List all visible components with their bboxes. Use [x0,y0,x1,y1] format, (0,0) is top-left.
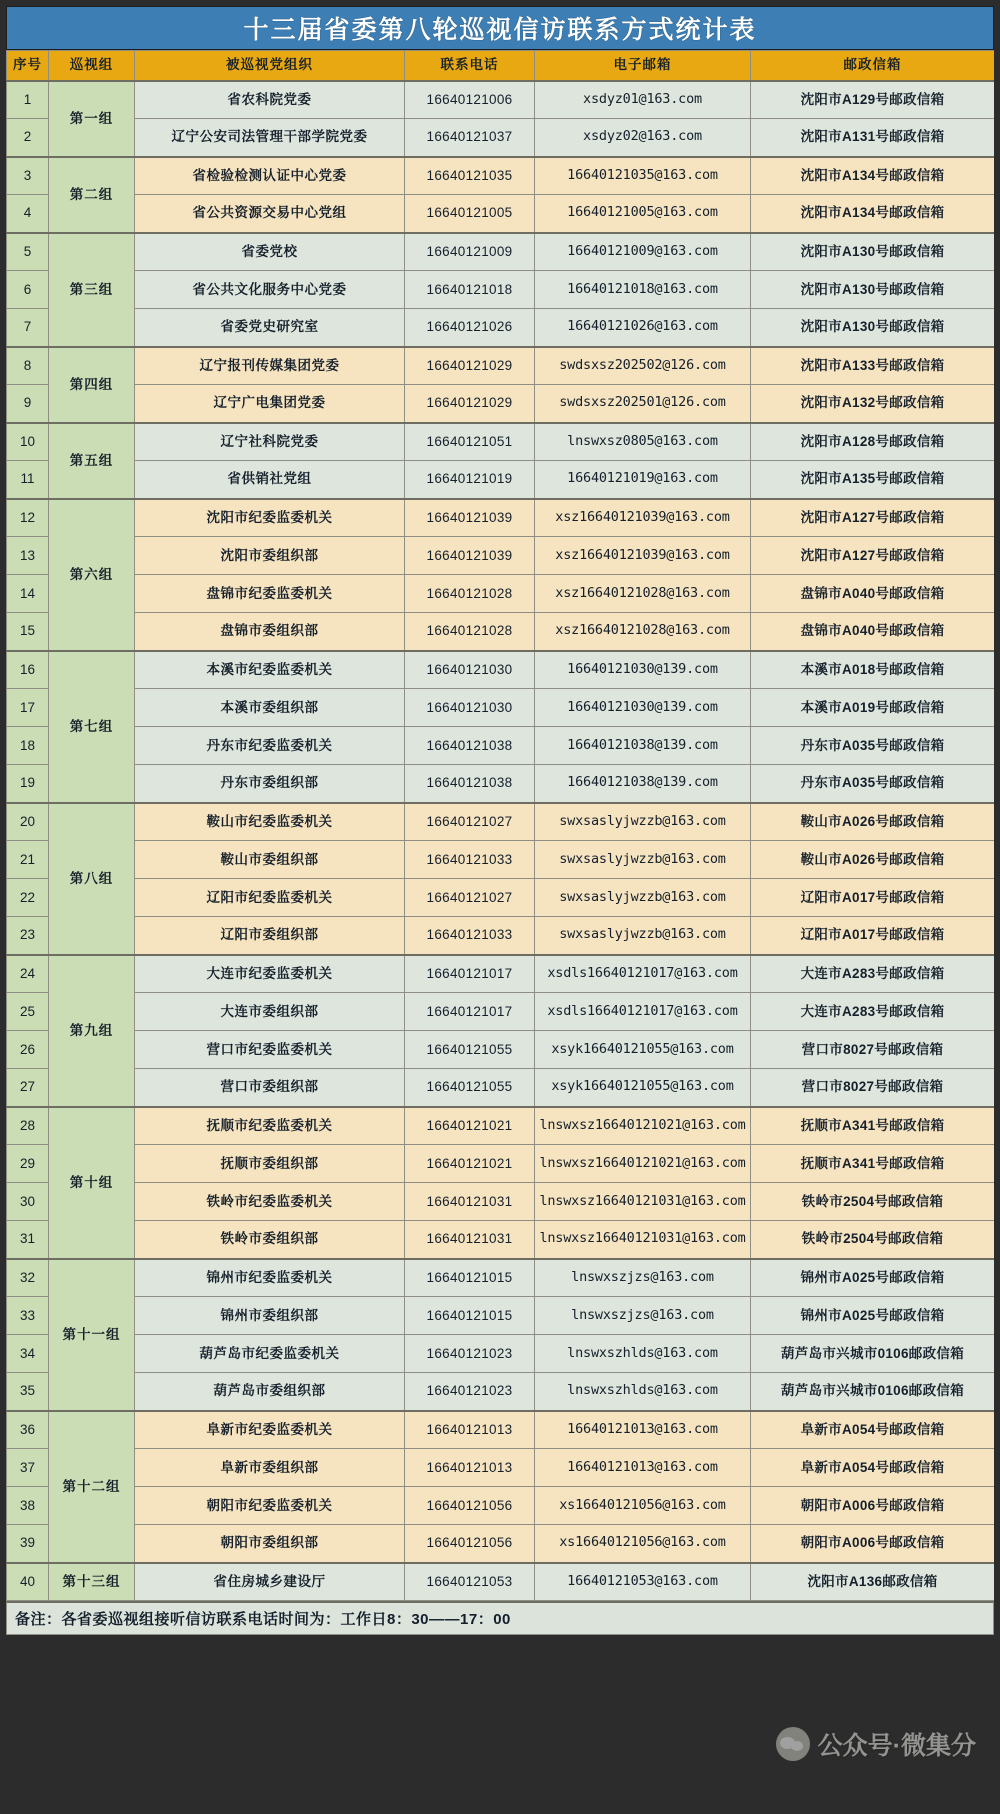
pobox-cell: 沈阳市A128号邮政信箱 [751,423,995,461]
pobox-cell: 铁岭市2504号邮政信箱 [751,1183,995,1221]
footer-note-bar [6,1601,994,1635]
email-cell: 16640121013@163.com [535,1411,751,1449]
phone-cell: 16640121055 [405,1031,535,1069]
phone-cell: 16640121017 [405,993,535,1031]
table-header-row [7,51,995,81]
phone-cell: 16640121027 [405,879,535,917]
phone-cell: 16640121031 [405,1221,535,1259]
pobox-cell: 沈阳市A135号邮政信箱 [751,461,995,499]
pobox-cell: 沈阳市A127号邮政信箱 [751,499,995,537]
email-cell: 16640121030@139.com [535,651,751,689]
row-index-cell: 35 [7,1373,49,1411]
phone-cell: 16640121027 [405,803,535,841]
pobox-cell: 抚顺市A341号邮政信箱 [751,1145,995,1183]
email-cell: swxsaslyjwzzb@163.com [535,917,751,955]
column-header-index: 序号 [7,51,49,81]
table-row [7,803,995,841]
table-row [7,765,995,803]
right-edge-mask [994,0,1000,1814]
footer-note: 备注：各省委巡视组接听信访联系电话时间为：工作日8：30——17：00 [15,1611,511,1628]
table-row [7,689,995,727]
inspection-group-cell: 第四组 [49,347,135,423]
phone-cell: 16640121018 [405,271,535,309]
pobox-cell: 阜新市A054号邮政信箱 [751,1449,995,1487]
email-cell: xsyk16640121055@163.com [535,1069,751,1107]
table-row [7,1373,995,1411]
inspection-group-cell: 第十组 [49,1107,135,1259]
phone-cell: 16640121005 [405,195,535,233]
inspection-group-cell: 第九组 [49,955,135,1107]
pobox-cell: 抚顺市A341号邮政信箱 [751,1107,995,1145]
row-index-cell: 5 [7,233,49,271]
page-title: 十三届省委第八轮巡视信访联系方式统计表 [243,15,757,44]
email-cell: swxsaslyjwzzb@163.com [535,879,751,917]
row-index-cell: 13 [7,537,49,575]
pobox-cell: 大连市A283号邮政信箱 [751,993,995,1031]
email-cell: lnswxszhlds@163.com [535,1335,751,1373]
email-cell: xsz16640121028@163.com [535,613,751,651]
row-index-cell: 28 [7,1107,49,1145]
column-header-group: 巡视组 [49,51,135,81]
phone-cell: 16640121056 [405,1487,535,1525]
table-row [7,1031,995,1069]
email-cell: 16640121026@163.com [535,309,751,347]
phone-cell: 16640121037 [405,119,535,157]
pobox-cell: 沈阳市A133号邮政信箱 [751,347,995,385]
phone-cell: 16640121028 [405,575,535,613]
organization-cell: 丹东市委组织部 [135,765,405,803]
pobox-cell: 沈阳市A130号邮政信箱 [751,271,995,309]
table-row [7,1259,995,1297]
row-index-cell: 34 [7,1335,49,1373]
phone-cell: 16640121026 [405,309,535,347]
table-row [7,1107,995,1145]
table-row [7,993,995,1031]
email-cell: 16640121018@163.com [535,271,751,309]
organization-cell: 营口市纪委监委机关 [135,1031,405,1069]
organization-cell: 阜新市纪委监委机关 [135,1411,405,1449]
row-index-cell: 20 [7,803,49,841]
row-index-cell: 25 [7,993,49,1031]
table-row [7,537,995,575]
email-cell: swxsaslyjwzzb@163.com [535,841,751,879]
organization-cell: 丹东市纪委监委机关 [135,727,405,765]
pobox-cell: 辽阳市A017号邮政信箱 [751,917,995,955]
table-row [7,955,995,993]
phone-cell: 16640121038 [405,727,535,765]
phone-cell: 16640121033 [405,841,535,879]
row-index-cell: 1 [7,81,49,119]
organization-cell: 盘锦市委组织部 [135,613,405,651]
organization-cell: 本溪市纪委监委机关 [135,651,405,689]
phone-cell: 16640121021 [405,1107,535,1145]
organization-cell: 辽阳市纪委监委机关 [135,879,405,917]
inspection-group-cell: 第二组 [49,157,135,233]
pobox-cell: 本溪市A018号邮政信箱 [751,651,995,689]
pobox-cell: 铁岭市2504号邮政信箱 [751,1221,995,1259]
table-row [7,651,995,689]
organization-cell: 葫芦岛市委组织部 [135,1373,405,1411]
organization-cell: 省委党校 [135,233,405,271]
row-index-cell: 2 [7,119,49,157]
organization-cell: 省委党史研究室 [135,309,405,347]
organization-cell: 省公共文化服务中心党委 [135,271,405,309]
row-index-cell: 10 [7,423,49,461]
organization-cell: 锦州市委组织部 [135,1297,405,1335]
phone-cell: 16640121028 [405,613,535,651]
pobox-cell: 葫芦岛市兴城市0106邮政信箱 [751,1373,995,1411]
row-index-cell: 15 [7,613,49,651]
organization-cell: 盘锦市纪委监委机关 [135,575,405,613]
row-index-cell: 32 [7,1259,49,1297]
phone-cell: 16640121029 [405,347,535,385]
email-cell: 16640121013@163.com [535,1449,751,1487]
organization-cell: 省供销社党组 [135,461,405,499]
watermark-label: 公众号·微集分 [817,1732,976,1760]
email-cell: lnswxsz16640121031@163.com [535,1183,751,1221]
phone-cell: 16640121019 [405,461,535,499]
row-index-cell: 19 [7,765,49,803]
pobox-cell: 朝阳市A006号邮政信箱 [751,1525,995,1563]
phone-cell: 16640121030 [405,651,535,689]
pobox-cell: 丹东市A035号邮政信箱 [751,765,995,803]
inspection-group-cell: 第一组 [49,81,135,157]
email-cell: 16640121030@139.com [535,689,751,727]
table-body [7,81,995,1601]
row-index-cell: 11 [7,461,49,499]
email-cell: lnswxszjzs@163.com [535,1297,751,1335]
table-row [7,1183,995,1221]
pobox-cell: 营口市8027号邮政信箱 [751,1031,995,1069]
column-header-org: 被巡视党组织 [135,51,405,81]
pobox-cell: 锦州市A025号邮政信箱 [751,1259,995,1297]
phone-cell: 16640121056 [405,1525,535,1563]
phone-cell: 16640121031 [405,1183,535,1221]
row-index-cell: 18 [7,727,49,765]
row-index-cell: 29 [7,1145,49,1183]
organization-cell: 省公共资源交易中心党组 [135,195,405,233]
table-header [7,51,995,81]
organization-cell: 阜新市委组织部 [135,1449,405,1487]
table-row [7,727,995,765]
row-index-cell: 4 [7,195,49,233]
table-row [7,575,995,613]
inspection-group-cell: 第七组 [49,651,135,803]
contact-table [6,50,995,1601]
table-row [7,385,995,423]
table-row [7,423,995,461]
inspection-group-cell: 第八组 [49,803,135,955]
row-index-cell: 24 [7,955,49,993]
pobox-cell: 盘锦市A040号邮政信箱 [751,613,995,651]
row-index-cell: 36 [7,1411,49,1449]
row-index-cell: 6 [7,271,49,309]
email-cell: swxsaslyjwzzb@163.com [535,803,751,841]
pobox-cell: 沈阳市A129号邮政信箱 [751,81,995,119]
pobox-cell: 沈阳市A132号邮政信箱 [751,385,995,423]
organization-cell: 铁岭市纪委监委机关 [135,1183,405,1221]
row-index-cell: 40 [7,1563,49,1601]
row-index-cell: 23 [7,917,49,955]
organization-cell: 本溪市委组织部 [135,689,405,727]
table-row [7,271,995,309]
pobox-cell: 丹东市A035号邮政信箱 [751,727,995,765]
table-row [7,1145,995,1183]
phone-cell: 16640121023 [405,1373,535,1411]
table-row [7,157,995,195]
row-index-cell: 12 [7,499,49,537]
phone-cell: 16640121013 [405,1411,535,1449]
organization-cell: 沈阳市委组织部 [135,537,405,575]
pobox-cell: 辽阳市A017号邮政信箱 [751,879,995,917]
row-index-cell: 30 [7,1183,49,1221]
table-row [7,309,995,347]
phone-cell: 16640121029 [405,385,535,423]
pobox-cell: 阜新市A054号邮政信箱 [751,1411,995,1449]
pobox-cell: 朝阳市A006号邮政信箱 [751,1487,995,1525]
email-cell: 16640121035@163.com [535,157,751,195]
email-cell: xsdls16640121017@163.com [535,955,751,993]
phone-cell: 16640121023 [405,1335,535,1373]
phone-cell: 16640121009 [405,233,535,271]
inspection-group-cell: 第五组 [49,423,135,499]
row-index-cell: 14 [7,575,49,613]
organization-cell: 营口市委组织部 [135,1069,405,1107]
organization-cell: 辽宁广电集团党委 [135,385,405,423]
table-row [7,841,995,879]
organization-cell: 葫芦岛市纪委监委机关 [135,1335,405,1373]
email-cell: xsz16640121028@163.com [535,575,751,613]
inspection-group-cell: 第十二组 [49,1411,135,1563]
table-row [7,1297,995,1335]
pobox-cell: 葫芦岛市兴城市0106邮政信箱 [751,1335,995,1373]
organization-cell: 沈阳市纪委监委机关 [135,499,405,537]
pobox-cell: 本溪市A019号邮政信箱 [751,689,995,727]
column-header-phone: 联系电话 [405,51,535,81]
phone-cell: 16640121053 [405,1563,535,1601]
table-row [7,1525,995,1563]
pobox-cell: 沈阳市A134号邮政信箱 [751,195,995,233]
wechat-icon [776,1727,810,1761]
email-cell: xsz16640121039@163.com [535,499,751,537]
phone-cell: 16640121015 [405,1259,535,1297]
email-cell: xsdyz02@163.com [535,119,751,157]
pobox-cell: 大连市A283号邮政信箱 [751,955,995,993]
table-row [7,119,995,157]
organization-cell: 辽阳市委组织部 [135,917,405,955]
table-row [7,195,995,233]
email-cell: lnswxsz16640121021@163.com [535,1107,751,1145]
row-index-cell: 37 [7,1449,49,1487]
pobox-cell: 沈阳市A136邮政信箱 [751,1563,995,1601]
organization-cell: 朝阳市纪委监委机关 [135,1487,405,1525]
row-index-cell: 21 [7,841,49,879]
phone-cell: 16640121015 [405,1297,535,1335]
table-row [7,879,995,917]
inspection-group-cell: 第六组 [49,499,135,651]
row-index-cell: 9 [7,385,49,423]
column-header-pobox: 邮政信箱 [751,51,995,81]
table-title-bar [6,6,994,50]
email-cell: 16640121019@163.com [535,461,751,499]
phone-cell: 16640121033 [405,917,535,955]
phone-cell: 16640121035 [405,157,535,195]
table-row [7,347,995,385]
row-index-cell: 17 [7,689,49,727]
email-cell: 16640121009@163.com [535,233,751,271]
email-cell: lnswxsz16640121031@163.com [535,1221,751,1259]
table-row [7,1487,995,1525]
email-cell: lnswxsz0805@163.com [535,423,751,461]
watermark [776,1726,976,1762]
email-cell: 16640121005@163.com [535,195,751,233]
organization-cell: 朝阳市委组织部 [135,1525,405,1563]
phone-cell: 16640121006 [405,81,535,119]
table-row [7,461,995,499]
inspection-group-cell: 第十三组 [49,1563,135,1601]
organization-cell: 抚顺市纪委监委机关 [135,1107,405,1145]
phone-cell: 16640121038 [405,765,535,803]
pobox-cell: 鞍山市A026号邮政信箱 [751,841,995,879]
pobox-cell: 营口市8027号邮政信箱 [751,1069,995,1107]
table-row [7,1069,995,1107]
table-row [7,1411,995,1449]
organization-cell: 鞍山市委组织部 [135,841,405,879]
organization-cell: 抚顺市委组织部 [135,1145,405,1183]
row-index-cell: 7 [7,309,49,347]
table-row [7,1221,995,1259]
pobox-cell: 沈阳市A127号邮政信箱 [751,537,995,575]
phone-cell: 16640121021 [405,1145,535,1183]
email-cell: xsz16640121039@163.com [535,537,751,575]
email-cell: xsyk16640121055@163.com [535,1031,751,1069]
pobox-cell: 沈阳市A130号邮政信箱 [751,309,995,347]
row-index-cell: 27 [7,1069,49,1107]
row-index-cell: 22 [7,879,49,917]
table-row [7,233,995,271]
phone-cell: 16640121030 [405,689,535,727]
organization-cell: 省农科院党委 [135,81,405,119]
pobox-cell: 盘锦市A040号邮政信箱 [751,575,995,613]
phone-cell: 16640121039 [405,499,535,537]
email-cell: 16640121053@163.com [535,1563,751,1601]
email-cell: 16640121038@139.com [535,765,751,803]
organization-cell: 辽宁公安司法管理干部学院党委 [135,119,405,157]
pobox-cell: 沈阳市A130号邮政信箱 [751,233,995,271]
email-cell: xs16640121056@163.com [535,1487,751,1525]
inspection-group-cell: 第十一组 [49,1259,135,1411]
pobox-cell: 沈阳市A131号邮政信箱 [751,119,995,157]
row-index-cell: 31 [7,1221,49,1259]
table-row [7,917,995,955]
phone-cell: 16640121039 [405,537,535,575]
email-cell: xsdls16640121017@163.com [535,993,751,1031]
column-header-email: 电子邮箱 [535,51,751,81]
row-index-cell: 33 [7,1297,49,1335]
email-cell: swdsxsz202501@126.com [535,385,751,423]
row-index-cell: 8 [7,347,49,385]
phone-cell: 16640121051 [405,423,535,461]
organization-cell: 锦州市纪委监委机关 [135,1259,405,1297]
table-row [7,1335,995,1373]
inspection-group-cell: 第三组 [49,233,135,347]
table-row [7,499,995,537]
organization-cell: 大连市委组织部 [135,993,405,1031]
table-row [7,613,995,651]
organization-cell: 省检验检测认证中心党委 [135,157,405,195]
email-cell: 16640121038@139.com [535,727,751,765]
phone-cell: 16640121013 [405,1449,535,1487]
pobox-cell: 鞍山市A026号邮政信箱 [751,803,995,841]
organization-cell: 辽宁社科院党委 [135,423,405,461]
pobox-cell: 沈阳市A134号邮政信箱 [751,157,995,195]
phone-cell: 16640121055 [405,1069,535,1107]
table-row [7,1563,995,1601]
table-row [7,1449,995,1487]
email-cell: swdsxsz202502@126.com [535,347,751,385]
email-cell: xsdyz01@163.com [535,81,751,119]
row-index-cell: 16 [7,651,49,689]
organization-cell: 省住房城乡建设厅 [135,1563,405,1601]
email-cell: xs16640121056@163.com [535,1525,751,1563]
phone-cell: 16640121017 [405,955,535,993]
table-row [7,81,995,119]
organization-cell: 大连市纪委监委机关 [135,955,405,993]
organization-cell: 铁岭市委组织部 [135,1221,405,1259]
organization-cell: 辽宁报刊传媒集团党委 [135,347,405,385]
row-index-cell: 39 [7,1525,49,1563]
row-index-cell: 38 [7,1487,49,1525]
row-index-cell: 26 [7,1031,49,1069]
email-cell: lnswxszhlds@163.com [535,1373,751,1411]
email-cell: lnswxszjzs@163.com [535,1259,751,1297]
pobox-cell: 锦州市A025号邮政信箱 [751,1297,995,1335]
organization-cell: 鞍山市纪委监委机关 [135,803,405,841]
row-index-cell: 3 [7,157,49,195]
email-cell: lnswxsz16640121021@163.com [535,1145,751,1183]
